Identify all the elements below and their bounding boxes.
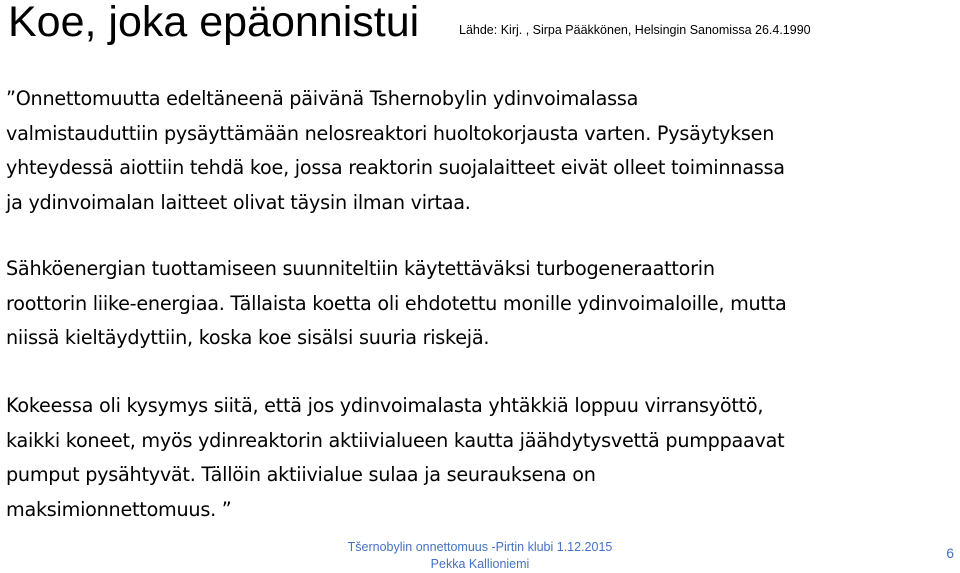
slide-title: Koe, joka epäonnistui [8,0,420,46]
paragraph-1 [6,82,956,220]
source-citation: Lähde: Kirj. , Sirpa Pääkkönen, Helsingin Sanomissa 26.4.1990 [459,23,811,37]
paragraph-line: Kokeessa oli kysymys siitä, että jos ydinvoimalasta yhtäkkiä loppuu virransyöttö, [6,394,764,417]
paragraph-2 [6,252,956,356]
paragraph-line: valmistauduttiin pysäyttämään nelosreaktori huoltokorjausta varten. Pysäytyksen [6,121,775,145]
paragraph-line: ”Onnettomuutta edeltäneenä päivänä Tshernobylin ydinvoimalassa [6,87,639,110]
paragraph-line: pumput pysähtyvät. Tällöin aktiivialue sulaa ja seurauksena on [6,463,596,486]
paragraph-line: yhteydessä aiottiin tehdä koe, jossa reaktorin suojalaitteet eivät olleet toiminnassa [6,156,785,179]
paragraph-line: niissä kieltäydyttiin, koska koe sisälsi suuria riskejä. [6,326,490,349]
paragraph-line: Sähköenergian tuottamiseen suunniteltiin käytettäväksi turbogeneraattorin [6,257,715,280]
paragraph-line: maksimionnettomuus. ” [6,497,232,521]
paragraph-line: kaikki koneet, myös ydinreaktorin aktiivialueen kautta jäähdytysvettä pumppaavat [6,428,785,452]
paragraph-line: ja ydinvoimalan laitteet olivat täysin ilman virtaa. [6,190,471,214]
paragraph-line: roottorin liike-energiaa. Tällaista koetta oli ehdotettu monille ydinvoimaloille, mutta [6,291,787,315]
footer-author: Pekka Kallioniemi [430,557,530,571]
page-number: 6 [946,545,954,561]
paragraph-3 [6,389,956,527]
footer-event: Tšernobylin onnettomuus -Pirtin klubi 1.12.2015 [347,540,613,554]
